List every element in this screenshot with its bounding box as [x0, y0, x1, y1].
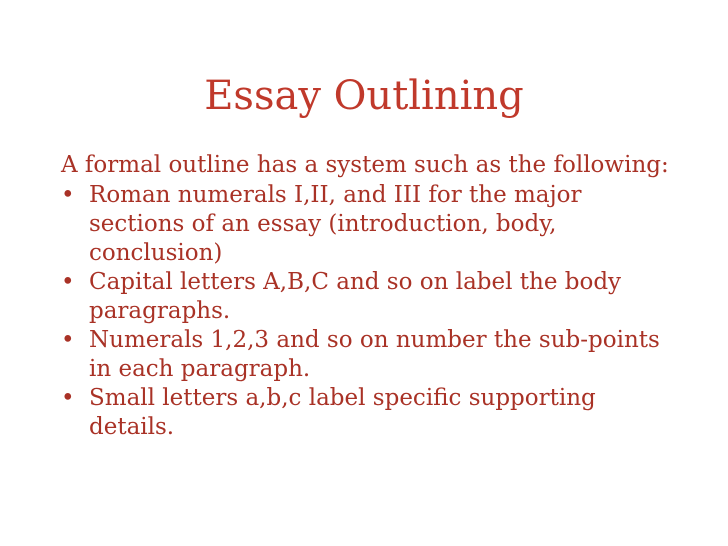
bullet-dot-icon: • — [61, 182, 75, 208]
intro-text: A formal outline has a system such as the following: — [61, 152, 669, 178]
bullet-text: Numerals 1,2,3 and so on number the sub-points in each paragraph. — [89, 327, 660, 382]
slide-body — [61, 150, 681, 442]
bullet-item — [61, 268, 681, 326]
bullet-dot-icon: • — [61, 385, 75, 411]
bullet-dot-icon: • — [61, 327, 75, 353]
bullet-list — [61, 181, 681, 442]
bullet-item — [61, 326, 681, 384]
bullet-text: Capital letters A,B,C and so on label the body paragraphs. — [89, 269, 622, 324]
slide-title: Essay Outlining — [204, 73, 524, 119]
bullet-dot-icon: • — [61, 269, 75, 295]
bullet-item — [61, 181, 681, 268]
bullet-text: Small letters a,b,c label specific supporting details. — [89, 385, 596, 440]
bullet-item — [61, 384, 681, 442]
bullet-text: Roman numerals I,II, and III for the major sections of an essay (introduction, body, conclusion) — [89, 182, 582, 266]
